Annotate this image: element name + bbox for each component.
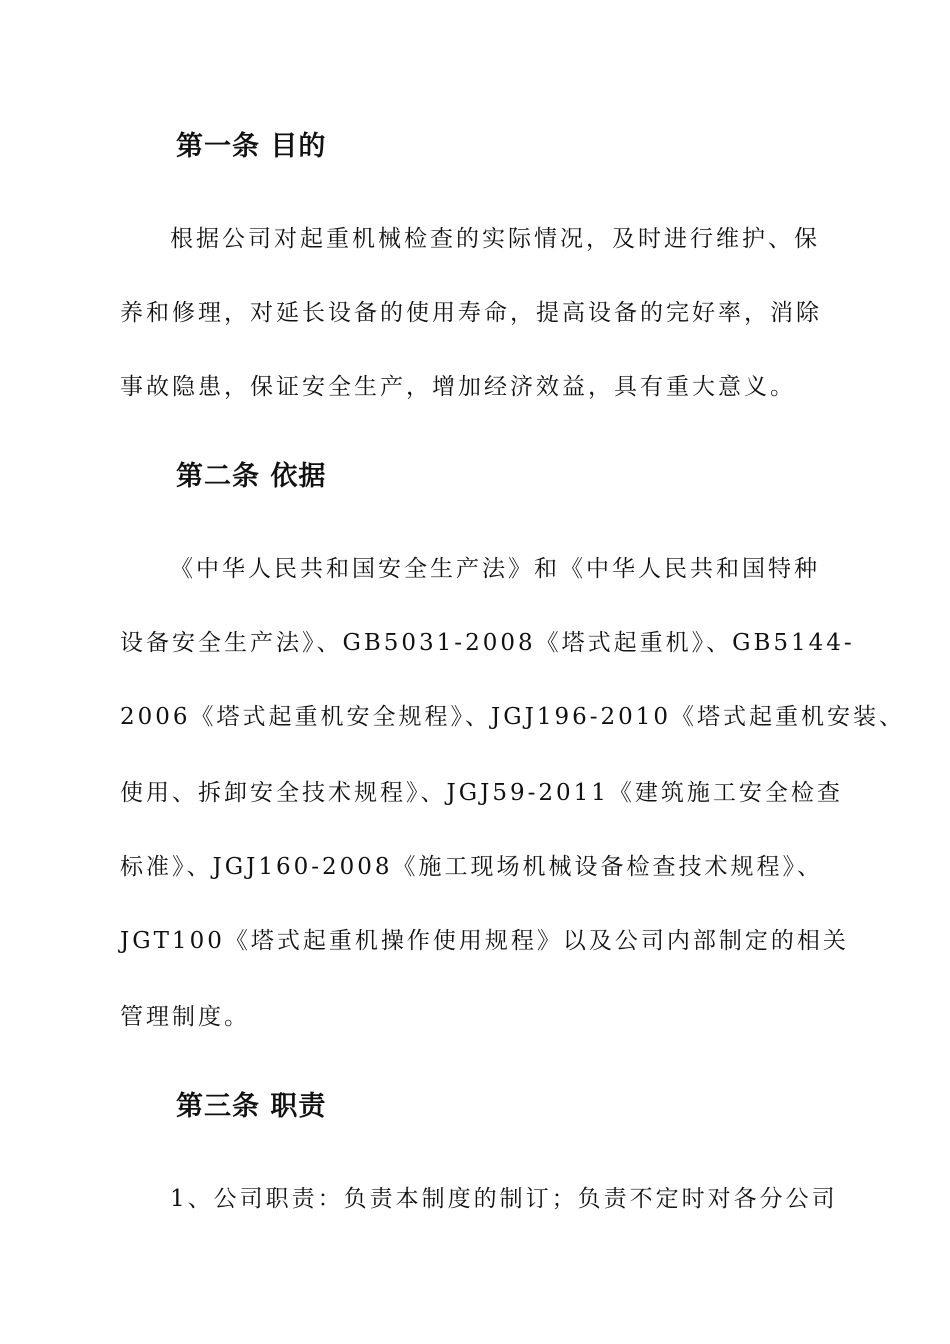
section-heading-basis: 第二条 依据 [176,461,327,492]
section-heading-responsibilities: 第三条 职责 [176,1091,327,1122]
paragraph-line: 《中华人民共和国安全生产法》和《中华人民共和国特种 [170,556,820,582]
paragraph-line: 事故隐患，保证安全生产，增加经济效益，具有重大意义。 [120,374,796,400]
paragraph-line: 养和修理，对延长设备的使用寿命，提高设备的完好率，消除 [120,300,822,326]
paragraph-line: 根据公司对起重机械检查的实际情况，及时进行维护、保 [170,226,820,252]
paragraph-line: JGT100《塔式起重机操作使用规程》以及公司内部制定的相关 [120,928,849,954]
paragraph-line: 标准》、JGJ160-2008《施工现场机械设备检查技术规程》、 [120,854,824,880]
paragraph-line: 1、公司职责：负责本制度的制订；负责不定时对各分公司 [170,1186,838,1212]
paragraph-line: 2006《塔式起重机安全规程》、JGJ196-2010《塔式起重机安装、 [120,704,906,730]
paragraph-line: 使用、拆卸安全技术规程》、JGJ59-2011《建筑施工安全检查 [120,780,843,806]
paragraph-line: 管理制度。 [120,1004,250,1030]
section-heading-purpose: 第一条 目的 [176,131,327,162]
paragraph-line: 设备安全生产法》、GB5031-2008《塔式起重机》、GB5144- [120,630,855,656]
